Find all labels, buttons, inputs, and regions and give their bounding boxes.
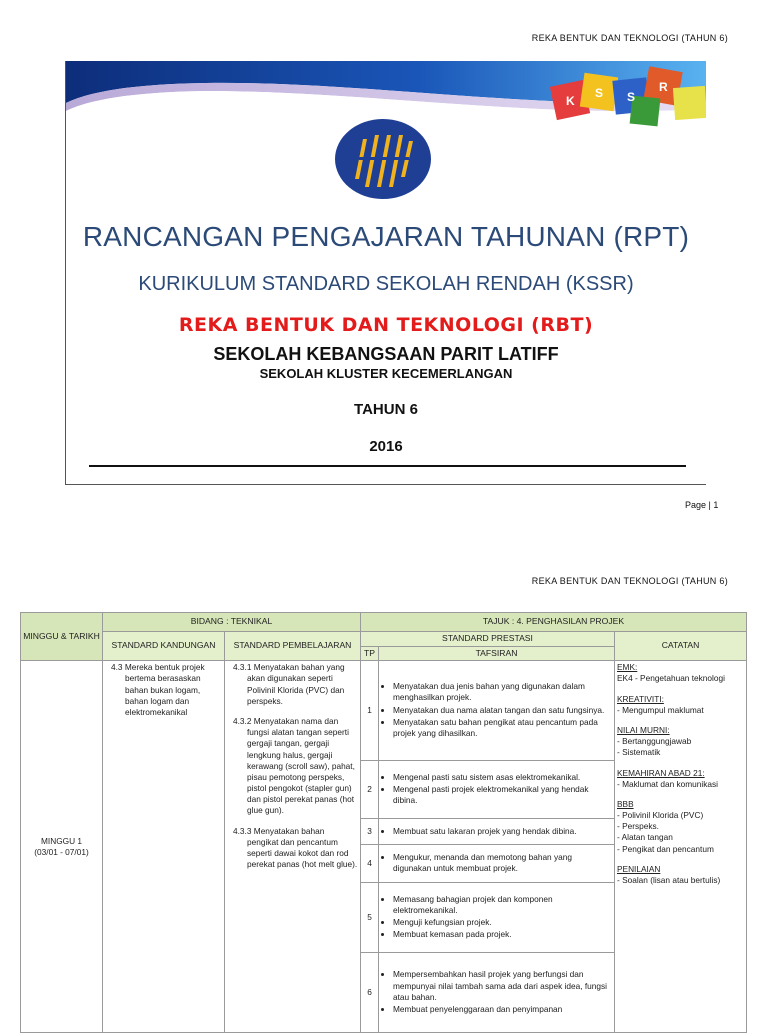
tafsiran-cell	[379, 883, 615, 953]
tafsiran-item: • Mengenal pasti satu sistem asas elektromekanikal.	[393, 772, 612, 783]
tafsiran-item: • Mengenal pasti projek elektromekanikal yang hendak dibina.	[393, 784, 612, 806]
nilai-heading: NILAI MURNI:	[617, 724, 670, 735]
tafsiran-item: • Mempersembahkan hasil projek yang berfungsi dan mempunyai nilai tambah sama ada dari aspek idea, fungsi atau bahan.	[393, 969, 612, 1003]
bbb-text: - Alatan tangan	[617, 832, 673, 843]
header-bidang: BIDANG : TEKNIKAL	[103, 613, 361, 632]
divider-rule	[89, 465, 686, 467]
standard-kandungan-cell	[103, 661, 225, 1033]
kemahiran-text: - Maklumat dan komunikasi	[617, 778, 718, 789]
sp-item: 4.3.2 Menyatakan nama dan fungsi alatan tangan seperti gergaji tangan, gergaji lengkung halus, gergaji kerawang (scroll saw), pahat, pisau pemotong perspeks, pistol pengokot (stapler gun) dan pistol perekat panas (hot glue gun).	[233, 715, 355, 816]
rpt-table	[20, 612, 747, 1033]
subject-title: REKA BENTUK DAN TEKNOLOGI (RBT)	[178, 314, 594, 336]
tafsiran-cell	[379, 953, 615, 1033]
tafsiran-item: • Membuat satu lakaran projek yang hendak dibina.	[393, 826, 612, 837]
sk-number: 4.3	[111, 662, 123, 673]
page-header: REKA BENTUK DAN TEKNOLOGI (TAHUN 6)	[531, 576, 728, 586]
banner-letter-k: K	[566, 94, 575, 108]
header-standard-kandungan: STANDARD KANDUNGAN	[103, 632, 225, 661]
minggu-cell	[21, 661, 103, 1033]
tafsiran-cell	[379, 845, 615, 883]
curriculum-title: KURIKULUM STANDARD SEKOLAH RENDAH (KSSR)	[138, 273, 634, 295]
tafsiran-item: • Memasang bahagian projek dan komponen elektromekanikal.	[393, 894, 612, 916]
tarikh-label: (03/01 - 07/01)	[34, 846, 89, 857]
sk-text: Mereka bentuk projek bertema berasaskan bahan bukan logam, bahan logam dan elektromekanikal	[124, 662, 205, 717]
tafsiran-item: • Mengukur, menanda dan memotong bahan yang digunakan untuk membuat projek.	[393, 852, 612, 874]
tafsiran-cell	[379, 761, 615, 819]
emk-text: EK4 - Pengetahuan teknologi	[617, 673, 725, 684]
header-tp: TP	[361, 646, 379, 661]
nilai-text: - Sistematik	[617, 747, 661, 758]
page-number: Page | 1	[685, 500, 719, 510]
cover-page	[65, 61, 706, 485]
standard-pembelajaran-cell	[225, 661, 361, 1033]
header-standard-prestasi: STANDARD PRESTASI	[361, 632, 615, 647]
catatan-cell	[615, 661, 747, 1033]
header-tafsiran: TAFSIRAN	[379, 646, 615, 661]
tafsiran-cell	[379, 819, 615, 845]
tafsiran-item: • Menyatakan dua nama alatan tangan dan satu fungsinya.	[393, 705, 612, 716]
year: 2016	[369, 438, 403, 455]
tafsiran-item: • Membuat penyelenggaraan dan penyimpanan	[393, 1004, 612, 1015]
tp-level: 3	[361, 819, 379, 845]
bbb-text: - Pengikat dan pencantum	[617, 843, 714, 854]
bbb-heading: BBB	[617, 798, 634, 809]
bbb-text: - Perspeks.	[617, 821, 659, 832]
header-standard-pembelajaran: STANDARD PEMBELAJARAN	[225, 632, 361, 661]
header-tajuk: TAJUK : 4. PENGHASILAN PROJEK	[361, 613, 747, 632]
tafsiran-item: • Menyatakan dua jenis bahan yang digunakan dalam menghasilkan projek.	[393, 681, 612, 703]
banner-letter-r: R	[659, 80, 668, 94]
banner-letter-s2: S	[627, 90, 636, 104]
tafsiran-cell	[379, 661, 615, 761]
year-level: TAHUN 6	[354, 401, 418, 418]
page-header: REKA BENTUK DAN TEKNOLOGI (TAHUN 6)	[531, 33, 728, 43]
header-catatan: CATATAN	[615, 632, 747, 661]
tp-level: 1	[361, 661, 379, 761]
nilai-text: - Bertanggungjawab	[617, 736, 692, 747]
tafsiran-item: • Menyatakan satu bahan pengikat atau pencantum pada projek yang dihasilkan.	[393, 717, 612, 739]
emk-heading: EMK:	[617, 662, 638, 673]
tp-level: 5	[361, 883, 379, 953]
document-title: RANCANGAN PENGAJARAN TAHUNAN (RPT)	[82, 221, 690, 252]
school-subtitle: SEKOLAH KLUSTER KECEMERLANGAN	[259, 366, 513, 381]
penilaian-text: - Soalan (lisan atau bertulis)	[617, 875, 721, 885]
header-minggu: MINGGU & TARIKH	[21, 613, 103, 661]
kreativiti-heading: KREATIVITI:	[617, 693, 664, 704]
tafsiran-item: • Menguji kefungsian projek.	[393, 917, 612, 928]
banner-letter-s1: S	[595, 86, 604, 100]
bbb-text: - Polivinil Klorida (PVC)	[617, 810, 704, 821]
kpm-logo	[333, 117, 433, 201]
tp-level: 6	[361, 953, 379, 1033]
kemahiran-heading: KEMAHIRAN ABAD 21:	[617, 767, 705, 778]
tafsiran-item: • Membuat kemasan pada projek.	[393, 929, 612, 940]
sp-item: 4.3.3 Menyatakan bahan pengikat dan pencantum seperti dawai kokot dan rod perekat panas (hot melt glue).	[233, 825, 358, 870]
tp-level: 2	[361, 761, 379, 819]
penilaian-heading: PENILAIAN	[617, 863, 661, 874]
minggu-label: MINGGU 1	[40, 835, 83, 846]
tp-level: 4	[361, 845, 379, 883]
kreativiti-text: - Mengumpul maklumat	[617, 704, 704, 715]
sp-item: 4.3.1 Menyatakan bahan yang akan digunakan seperti Polivinil Klorida (PVC) dan perspeks.	[233, 662, 345, 706]
school-name: SEKOLAH KEBANGSAAN PARIT LATIFF	[213, 344, 559, 364]
